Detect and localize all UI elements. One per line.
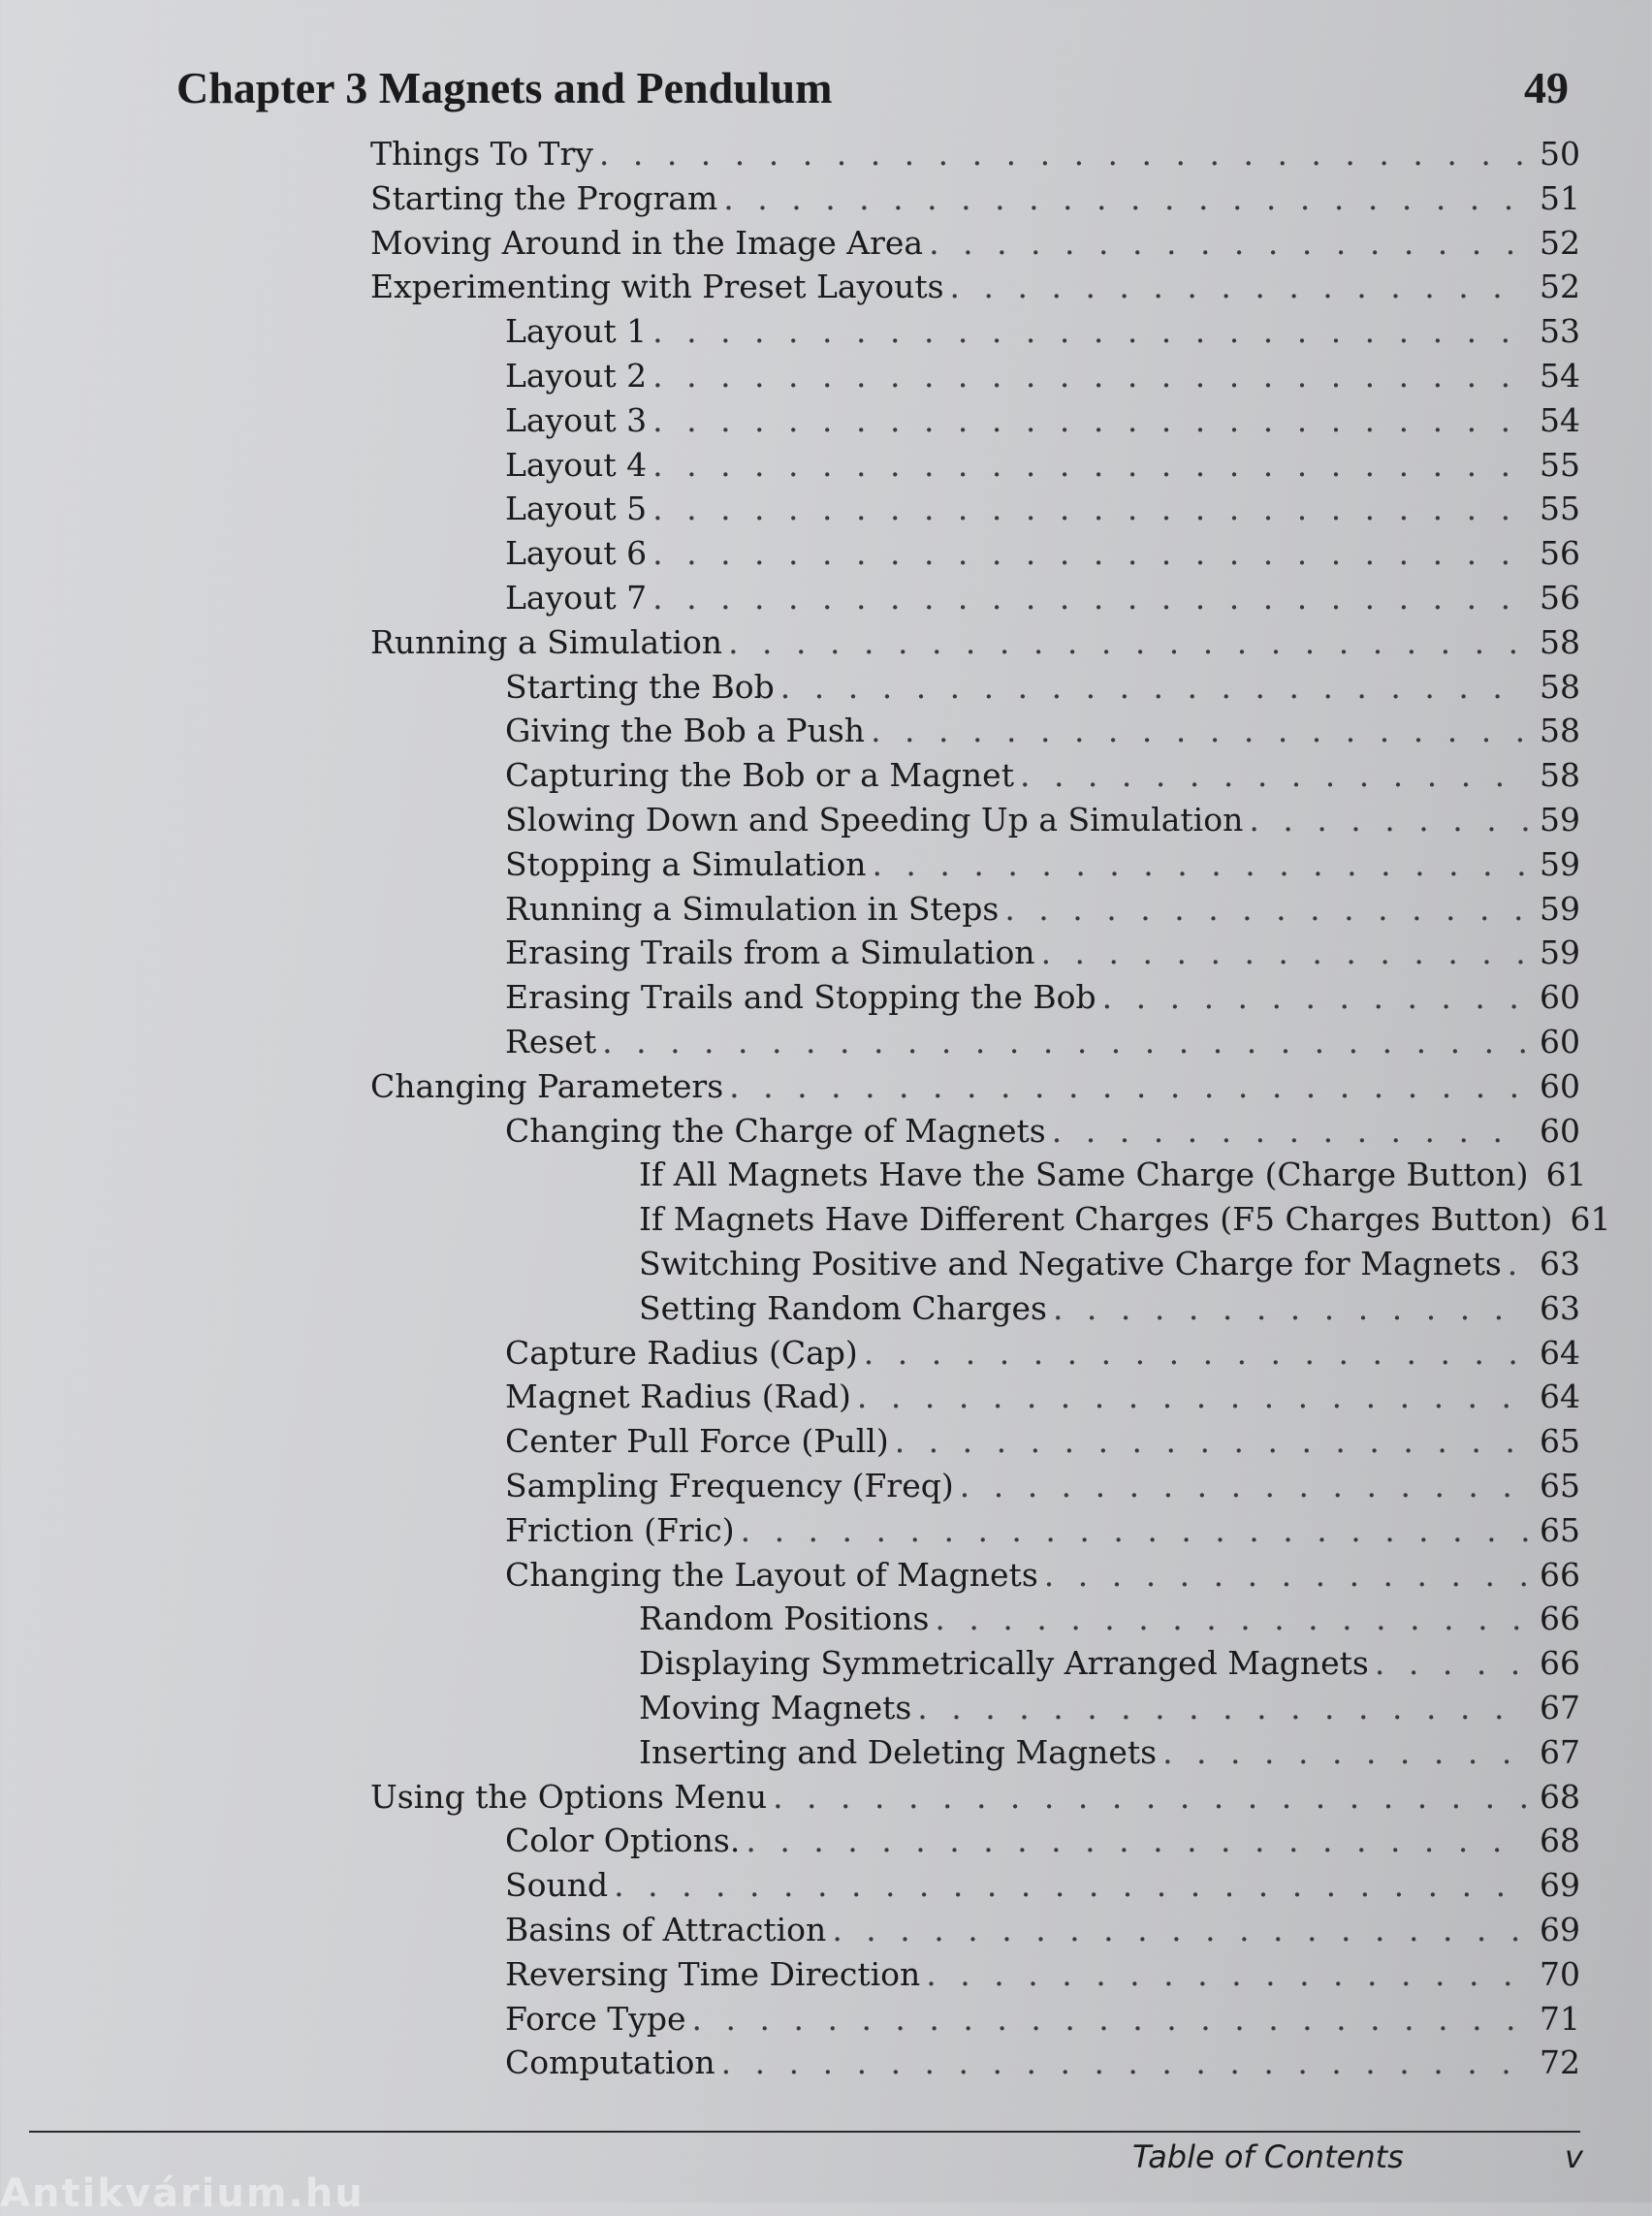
toc-entry-page: 58 xyxy=(1540,712,1580,749)
toc-entry-title: Moving Around in the Image Area xyxy=(370,224,924,262)
dot-leader xyxy=(652,354,1528,398)
toc-entry-title: Moving Magnets xyxy=(639,1689,912,1726)
toc-entry xyxy=(505,753,1580,798)
toc-entry-page: 63 xyxy=(1540,1245,1580,1282)
dot-leader xyxy=(773,1775,1528,1820)
dot-leader xyxy=(1020,753,1528,798)
toc-entry-title: Changing the Charge of Magnets xyxy=(505,1112,1046,1150)
dot-leader xyxy=(1052,1109,1528,1154)
dot-leader xyxy=(1102,975,1528,1020)
toc-entry-page: 61 xyxy=(1545,1155,1587,1193)
toc-entry-page: 66 xyxy=(1540,1599,1580,1637)
dot-leader xyxy=(857,1375,1528,1419)
toc-entry-title: Reset xyxy=(505,1023,597,1061)
toc-entry-title: Reversing Time Direction xyxy=(505,1955,921,1993)
toc-entry xyxy=(505,531,1580,576)
dot-leader xyxy=(871,709,1528,753)
toc-entry xyxy=(370,620,1580,665)
toc-entry-title: Giving the Bob a Push xyxy=(505,712,866,749)
dot-leader xyxy=(1508,1242,1528,1286)
toc-entry-page: 64 xyxy=(1540,1377,1580,1415)
toc-entry-title: Force Type xyxy=(505,2000,686,2038)
toc-entry xyxy=(505,1908,1580,1952)
dot-leader xyxy=(652,398,1528,443)
toc-entry-page: 59 xyxy=(1540,801,1580,839)
toc-entry xyxy=(505,576,1580,620)
toc-entry-title: Layout 1 xyxy=(505,312,648,350)
toc-entry-page: 60 xyxy=(1540,1112,1580,1150)
toc-entry-page: 66 xyxy=(1540,1644,1580,1682)
toc-entry-page: 60 xyxy=(1540,1023,1580,1061)
dot-leader xyxy=(832,1908,1528,1952)
toc-entry-title: Inserting and Deleting Magnets xyxy=(639,1733,1158,1771)
toc-entry xyxy=(505,2041,1580,2085)
toc-entry-page: 68 xyxy=(1540,1821,1580,1859)
dot-leader xyxy=(741,1508,1528,1553)
toc-entry xyxy=(370,221,1580,266)
chapter-page-number: 49 xyxy=(1524,63,1569,112)
toc-entry-title: Experimenting with Preset Layouts xyxy=(370,268,944,305)
toc-entry-title: If Magnets Have Different Charges (F5 Charges Button) xyxy=(639,1200,1553,1238)
toc-entry-page: 54 xyxy=(1540,401,1580,439)
toc-entry-page: 58 xyxy=(1540,623,1580,661)
dot-leader xyxy=(652,309,1528,354)
toc-entry-title: Layout 5 xyxy=(505,490,648,527)
toc-entry-page: 54 xyxy=(1540,357,1580,395)
toc-entry-page: 56 xyxy=(1540,534,1580,572)
toc-entry-page: 69 xyxy=(1540,1866,1580,1904)
toc-entry-page: 55 xyxy=(1540,446,1580,484)
dot-leader xyxy=(935,1597,1528,1641)
toc-entry-page: 59 xyxy=(1540,934,1580,971)
toc-entry-title: Using the Options Menu xyxy=(370,1778,768,1816)
toc-entry xyxy=(370,132,1580,176)
toc-entry-title: Layout 4 xyxy=(505,446,648,484)
toc-entry-page: 58 xyxy=(1540,756,1580,794)
footer-page-number: v xyxy=(1565,2138,1583,2175)
dot-leader xyxy=(950,265,1528,309)
toc-entry-page: 58 xyxy=(1540,668,1580,706)
toc-entry-title: Displaying Symmetrically Arranged Magnets xyxy=(639,1644,1369,1682)
dot-leader xyxy=(602,1020,1528,1064)
toc-entry-title: Capturing the Bob or a Magnet xyxy=(505,756,1014,794)
toc-entry xyxy=(505,887,1580,932)
toc-entry-page: 59 xyxy=(1540,890,1580,928)
toc-entry xyxy=(639,1197,1611,1242)
toc-entry-page: 52 xyxy=(1540,224,1580,262)
toc-entry-page: 53 xyxy=(1540,312,1580,350)
dot-leader xyxy=(960,1464,1528,1508)
toc-entry xyxy=(505,1375,1580,1419)
toc-entry xyxy=(505,1020,1580,1064)
toc-entry-page: 55 xyxy=(1540,490,1580,527)
dot-leader xyxy=(1004,887,1528,932)
toc-entry-title: Running a Simulation xyxy=(370,623,723,661)
toc-entry xyxy=(639,1597,1580,1641)
dot-leader xyxy=(1162,1730,1528,1775)
toc-entry xyxy=(505,1997,1580,2042)
dot-leader xyxy=(1249,798,1528,842)
toc-entry-title: Setting Random Charges xyxy=(639,1289,1047,1327)
toc-entry-page: 60 xyxy=(1540,978,1580,1016)
dot-leader xyxy=(917,1686,1528,1730)
toc-entry-title: Running a Simulation in Steps xyxy=(505,890,1000,928)
dot-leader xyxy=(872,842,1528,887)
toc-entry-title: Things To Try xyxy=(370,135,593,173)
toc-entry xyxy=(639,1286,1580,1331)
toc-entry-page: 51 xyxy=(1540,179,1580,217)
dot-leader xyxy=(721,2041,1528,2085)
toc-entry xyxy=(505,1819,1580,1863)
toc-entry xyxy=(639,1153,1587,1197)
dot-leader xyxy=(1041,931,1528,975)
toc-entry xyxy=(505,487,1580,531)
toc-entry xyxy=(639,1686,1580,1730)
dot-leader xyxy=(1375,1641,1528,1686)
toc-entry-page: 56 xyxy=(1540,579,1580,617)
toc-entry-title: Sound xyxy=(505,1866,609,1904)
toc-entry-title: Layout 6 xyxy=(505,534,648,572)
toc-entry-page: 61 xyxy=(1570,1200,1611,1238)
toc-entry-title: Color Options. xyxy=(505,1821,741,1859)
toc-entry-page: 69 xyxy=(1540,1911,1580,1948)
toc-entry-title: Computation xyxy=(505,2043,715,2081)
toc-entry-title: Sampling Frequency (Freq) xyxy=(505,1467,954,1504)
toc-entry-title: Switching Positive and Negative Charge for Magnets xyxy=(639,1245,1502,1282)
toc-entry xyxy=(505,1863,1580,1908)
toc-entry-title: Starting the Bob xyxy=(505,668,775,706)
toc-entry-page: 67 xyxy=(1540,1733,1580,1771)
toc-entry-title: Layout 3 xyxy=(505,401,648,439)
toc-entry-page: 65 xyxy=(1540,1422,1580,1460)
toc-entry xyxy=(505,1331,1580,1376)
dot-leader xyxy=(746,1819,1528,1863)
chapter-title: Chapter 3 Magnets and Pendulum xyxy=(176,63,833,112)
chapter-heading xyxy=(176,62,1569,113)
toc-entry xyxy=(505,1508,1580,1553)
toc-entry-title: Center Pull Force (Pull) xyxy=(505,1422,889,1460)
dot-leader xyxy=(729,1064,1528,1109)
toc-entry-title: Layout 2 xyxy=(505,357,648,395)
dot-leader xyxy=(723,176,1528,221)
toc-entry xyxy=(505,398,1580,443)
toc-entry xyxy=(505,354,1580,398)
toc-entry xyxy=(505,1553,1580,1598)
toc-entry-page: 66 xyxy=(1540,1556,1580,1594)
toc-entry-page: 70 xyxy=(1540,1955,1580,1993)
toc-entry-title: Friction (Fric) xyxy=(505,1511,735,1549)
toc-entry-title: Stopping a Simulation xyxy=(505,845,867,883)
dot-leader xyxy=(1044,1553,1528,1598)
dot-leader xyxy=(652,443,1528,488)
toc-entry-page: 72 xyxy=(1540,2043,1580,2081)
toc-entry-page: 52 xyxy=(1540,268,1580,305)
dot-leader xyxy=(895,1419,1528,1464)
toc-entry xyxy=(505,931,1580,975)
toc-entry xyxy=(370,1064,1580,1109)
toc-entry xyxy=(370,176,1580,221)
toc-entry xyxy=(639,1641,1580,1686)
toc-entry-page: 71 xyxy=(1540,2000,1580,2038)
dot-leader xyxy=(926,1952,1528,1997)
dot-leader xyxy=(614,1863,1528,1908)
toc-entry-title: If All Magnets Have the Same Charge (Charge Button) xyxy=(639,1155,1529,1193)
dot-leader xyxy=(599,132,1528,176)
toc-entry-page: 65 xyxy=(1540,1467,1580,1504)
toc-entry-title: Slowing Down and Speeding Up a Simulation xyxy=(505,801,1244,839)
toc-entry-page: 60 xyxy=(1540,1067,1580,1105)
dot-leader xyxy=(652,576,1528,620)
toc-entry xyxy=(505,665,1580,710)
dot-leader xyxy=(929,221,1528,266)
dot-leader xyxy=(1053,1286,1528,1331)
toc-entry xyxy=(505,975,1580,1020)
toc-entry-page: 50 xyxy=(1540,135,1580,173)
toc-entry xyxy=(505,1419,1580,1464)
toc-entry-title: Erasing Trails from a Simulation xyxy=(505,934,1035,971)
dot-leader xyxy=(728,620,1528,665)
toc-entry-title: Capture Radius (Cap) xyxy=(505,1334,858,1372)
toc-entry xyxy=(505,1952,1580,1997)
watermark: Antikvárium.hu xyxy=(0,2171,365,2216)
toc-entry-title: Changing the Layout of Magnets xyxy=(505,1556,1038,1594)
toc-entry xyxy=(505,842,1580,887)
toc-entry-page: 59 xyxy=(1540,845,1580,883)
toc-entry xyxy=(370,1775,1580,1820)
footer-divider xyxy=(29,2131,1580,2133)
toc-entry xyxy=(505,709,1580,753)
toc-entry-title: Basins of Attraction xyxy=(505,1911,827,1948)
toc-entry-page: 64 xyxy=(1540,1334,1580,1372)
toc-entry xyxy=(505,309,1580,354)
toc-entry xyxy=(639,1730,1580,1775)
toc-entry xyxy=(505,1464,1580,1508)
dot-leader xyxy=(652,487,1528,531)
toc-entry-title: Erasing Trails and Stopping the Bob xyxy=(505,978,1096,1016)
toc-entry-title: Layout 7 xyxy=(505,579,648,617)
dot-leader xyxy=(864,1331,1528,1376)
toc-entry xyxy=(505,1109,1580,1154)
toc-entry-page: 68 xyxy=(1540,1778,1580,1816)
dot-leader xyxy=(652,531,1528,576)
footer-label: Table of Contents xyxy=(1132,2138,1404,2175)
toc-entry xyxy=(505,798,1580,842)
dot-leader xyxy=(692,1997,1528,2042)
toc-entry-title: Starting the Program xyxy=(370,179,718,217)
toc-entry-title: Random Positions xyxy=(639,1599,930,1637)
toc-entry xyxy=(505,443,1580,488)
dot-leader xyxy=(780,665,1528,710)
toc-entry-page: 67 xyxy=(1540,1689,1580,1726)
toc-entry-page: 65 xyxy=(1540,1511,1580,1549)
toc-entry-title: Magnet Radius (Rad) xyxy=(505,1377,851,1415)
toc-entry-page: 63 xyxy=(1540,1289,1580,1327)
toc-entry xyxy=(370,265,1580,309)
toc-entry-title: Changing Parameters xyxy=(370,1067,724,1105)
toc-entry xyxy=(639,1242,1580,1286)
